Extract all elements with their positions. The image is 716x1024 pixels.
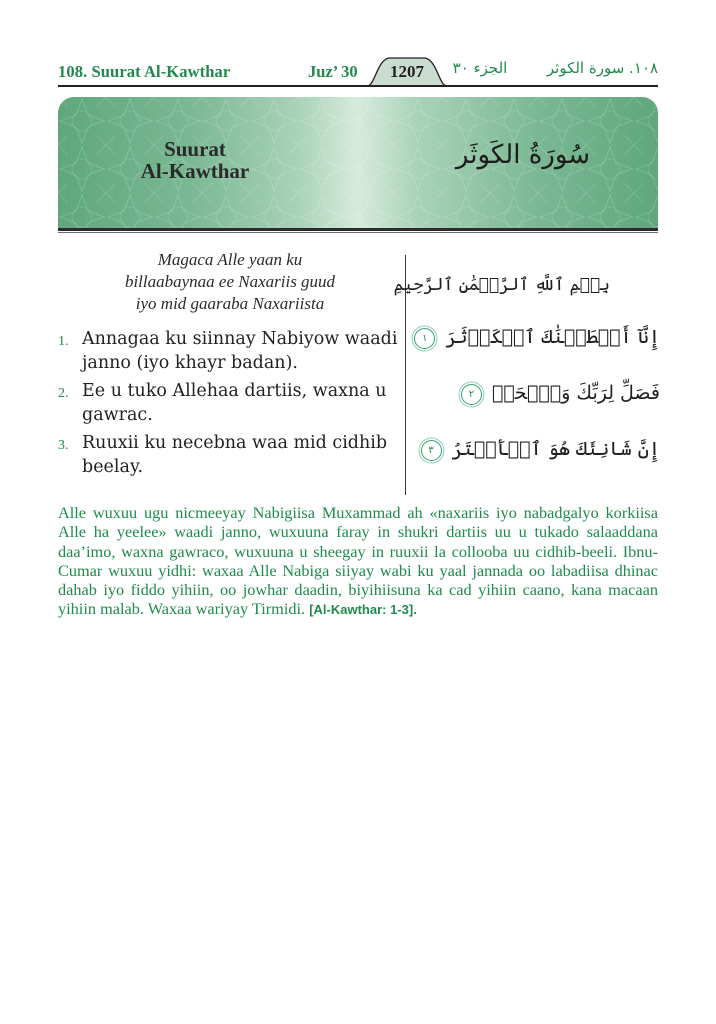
basmala-line: Magaca Alle yaan ku bbox=[157, 250, 303, 269]
running-header bbox=[58, 56, 658, 88]
page-number-tab bbox=[367, 56, 447, 86]
verse-number: 3. bbox=[58, 438, 69, 453]
verse-translation bbox=[58, 379, 398, 427]
surah-title-en: 108. Suurat Al-Kawthar bbox=[58, 62, 231, 81]
banner-rule-thick bbox=[58, 228, 658, 231]
verse-translation bbox=[58, 431, 398, 479]
banner-title-ar-calligraphy: سُورَةُ الكَوثَر bbox=[455, 140, 591, 170]
verse-text: Ee u tuko Allehaa dartiis, waxna u gawrac. bbox=[82, 381, 387, 425]
basmala-line: iyo mid gaaraba Naxariista bbox=[135, 294, 325, 313]
banner-title-en bbox=[110, 138, 280, 182]
header-rule bbox=[58, 85, 658, 87]
page-number: 1207 bbox=[390, 62, 424, 81]
verse-translation bbox=[58, 327, 398, 375]
ayah-end-marker-icon: ٢ bbox=[461, 384, 482, 405]
arabic-verse bbox=[461, 382, 660, 405]
arabic-verse-text: إِنَّ شَانِئَكَ هُوَ ٱلۡأَبۡتَرُ bbox=[451, 438, 660, 460]
banner-title-line-1: Suurat bbox=[164, 137, 226, 161]
ayah-end-marker-icon: ٣ bbox=[421, 440, 442, 461]
banner-title-line-2: Al-Kawthar bbox=[140, 159, 250, 183]
basmala-arabic: بِسۡمِ ٱللَّهِ ٱلرَّحۡمَٰنِ ٱلرَّحِيمِ bbox=[393, 275, 610, 295]
tafsir-commentary bbox=[58, 503, 658, 620]
verse-reference: [Al-Kawthar: 1-3]. bbox=[309, 602, 417, 618]
verse-text: Ruuxii ku necebna waa mid cidhib beelay. bbox=[82, 433, 388, 477]
verse-number: 2. bbox=[58, 386, 69, 401]
arabic-verse bbox=[414, 326, 660, 349]
verse-text: Annagaa ku siinnay Nabiyow waadi janno (iyo khayr badan). bbox=[82, 329, 398, 373]
arabic-verse bbox=[421, 438, 661, 461]
basmala-translation bbox=[80, 249, 380, 315]
surah-title-ar: ١٠٨. سورة الكوثر bbox=[546, 59, 658, 77]
ayah-end-marker-icon: ١ bbox=[414, 328, 435, 349]
juz-label-ar: الجزء ٣٠ bbox=[452, 59, 508, 77]
basmala-line: billaabaynaa ee Naxariis guud bbox=[124, 272, 336, 291]
arabic-verse-text: فَصَلِّ لِرَبِّكَ وَٱنۡحَرۡ bbox=[491, 382, 660, 404]
commentary-text: Alle wuxuu ugu nicmeeyay Nabigiisa Muxammad ah «naxariis iyo nabadgalyo korkiisa Alle ha yeelee» waadi janno, wuxuuna faray in shukri dartiis uu u tukado salaaddana daa’imo, waxna gawraco, wuxuuna u sheegay in ruuxii la collooba uu cidhib-beeli. Ibnu-Cumar wuxuu yidhi: waxaa Alle Nabiga siiyay wabi ku yaal jannada oo labadiisa dhinac dahab iyo fiddo yihiin, oo jowhar daadin, biyihiisuna ka cad yihiin caano, kana macaan yihiin malab. Waxaa wariyay Tirmidi. bbox=[58, 503, 658, 619]
verse-number: 1. bbox=[58, 334, 69, 349]
arabic-verse-text: إِنَّآ أَعۡطَيۡنَٰكَ ٱلۡكَوۡثَرَ bbox=[445, 326, 660, 348]
banner-rule-thin bbox=[58, 232, 658, 233]
juz-label-en: Juz’ 30 bbox=[308, 62, 358, 81]
verse-translation-list bbox=[58, 327, 398, 483]
